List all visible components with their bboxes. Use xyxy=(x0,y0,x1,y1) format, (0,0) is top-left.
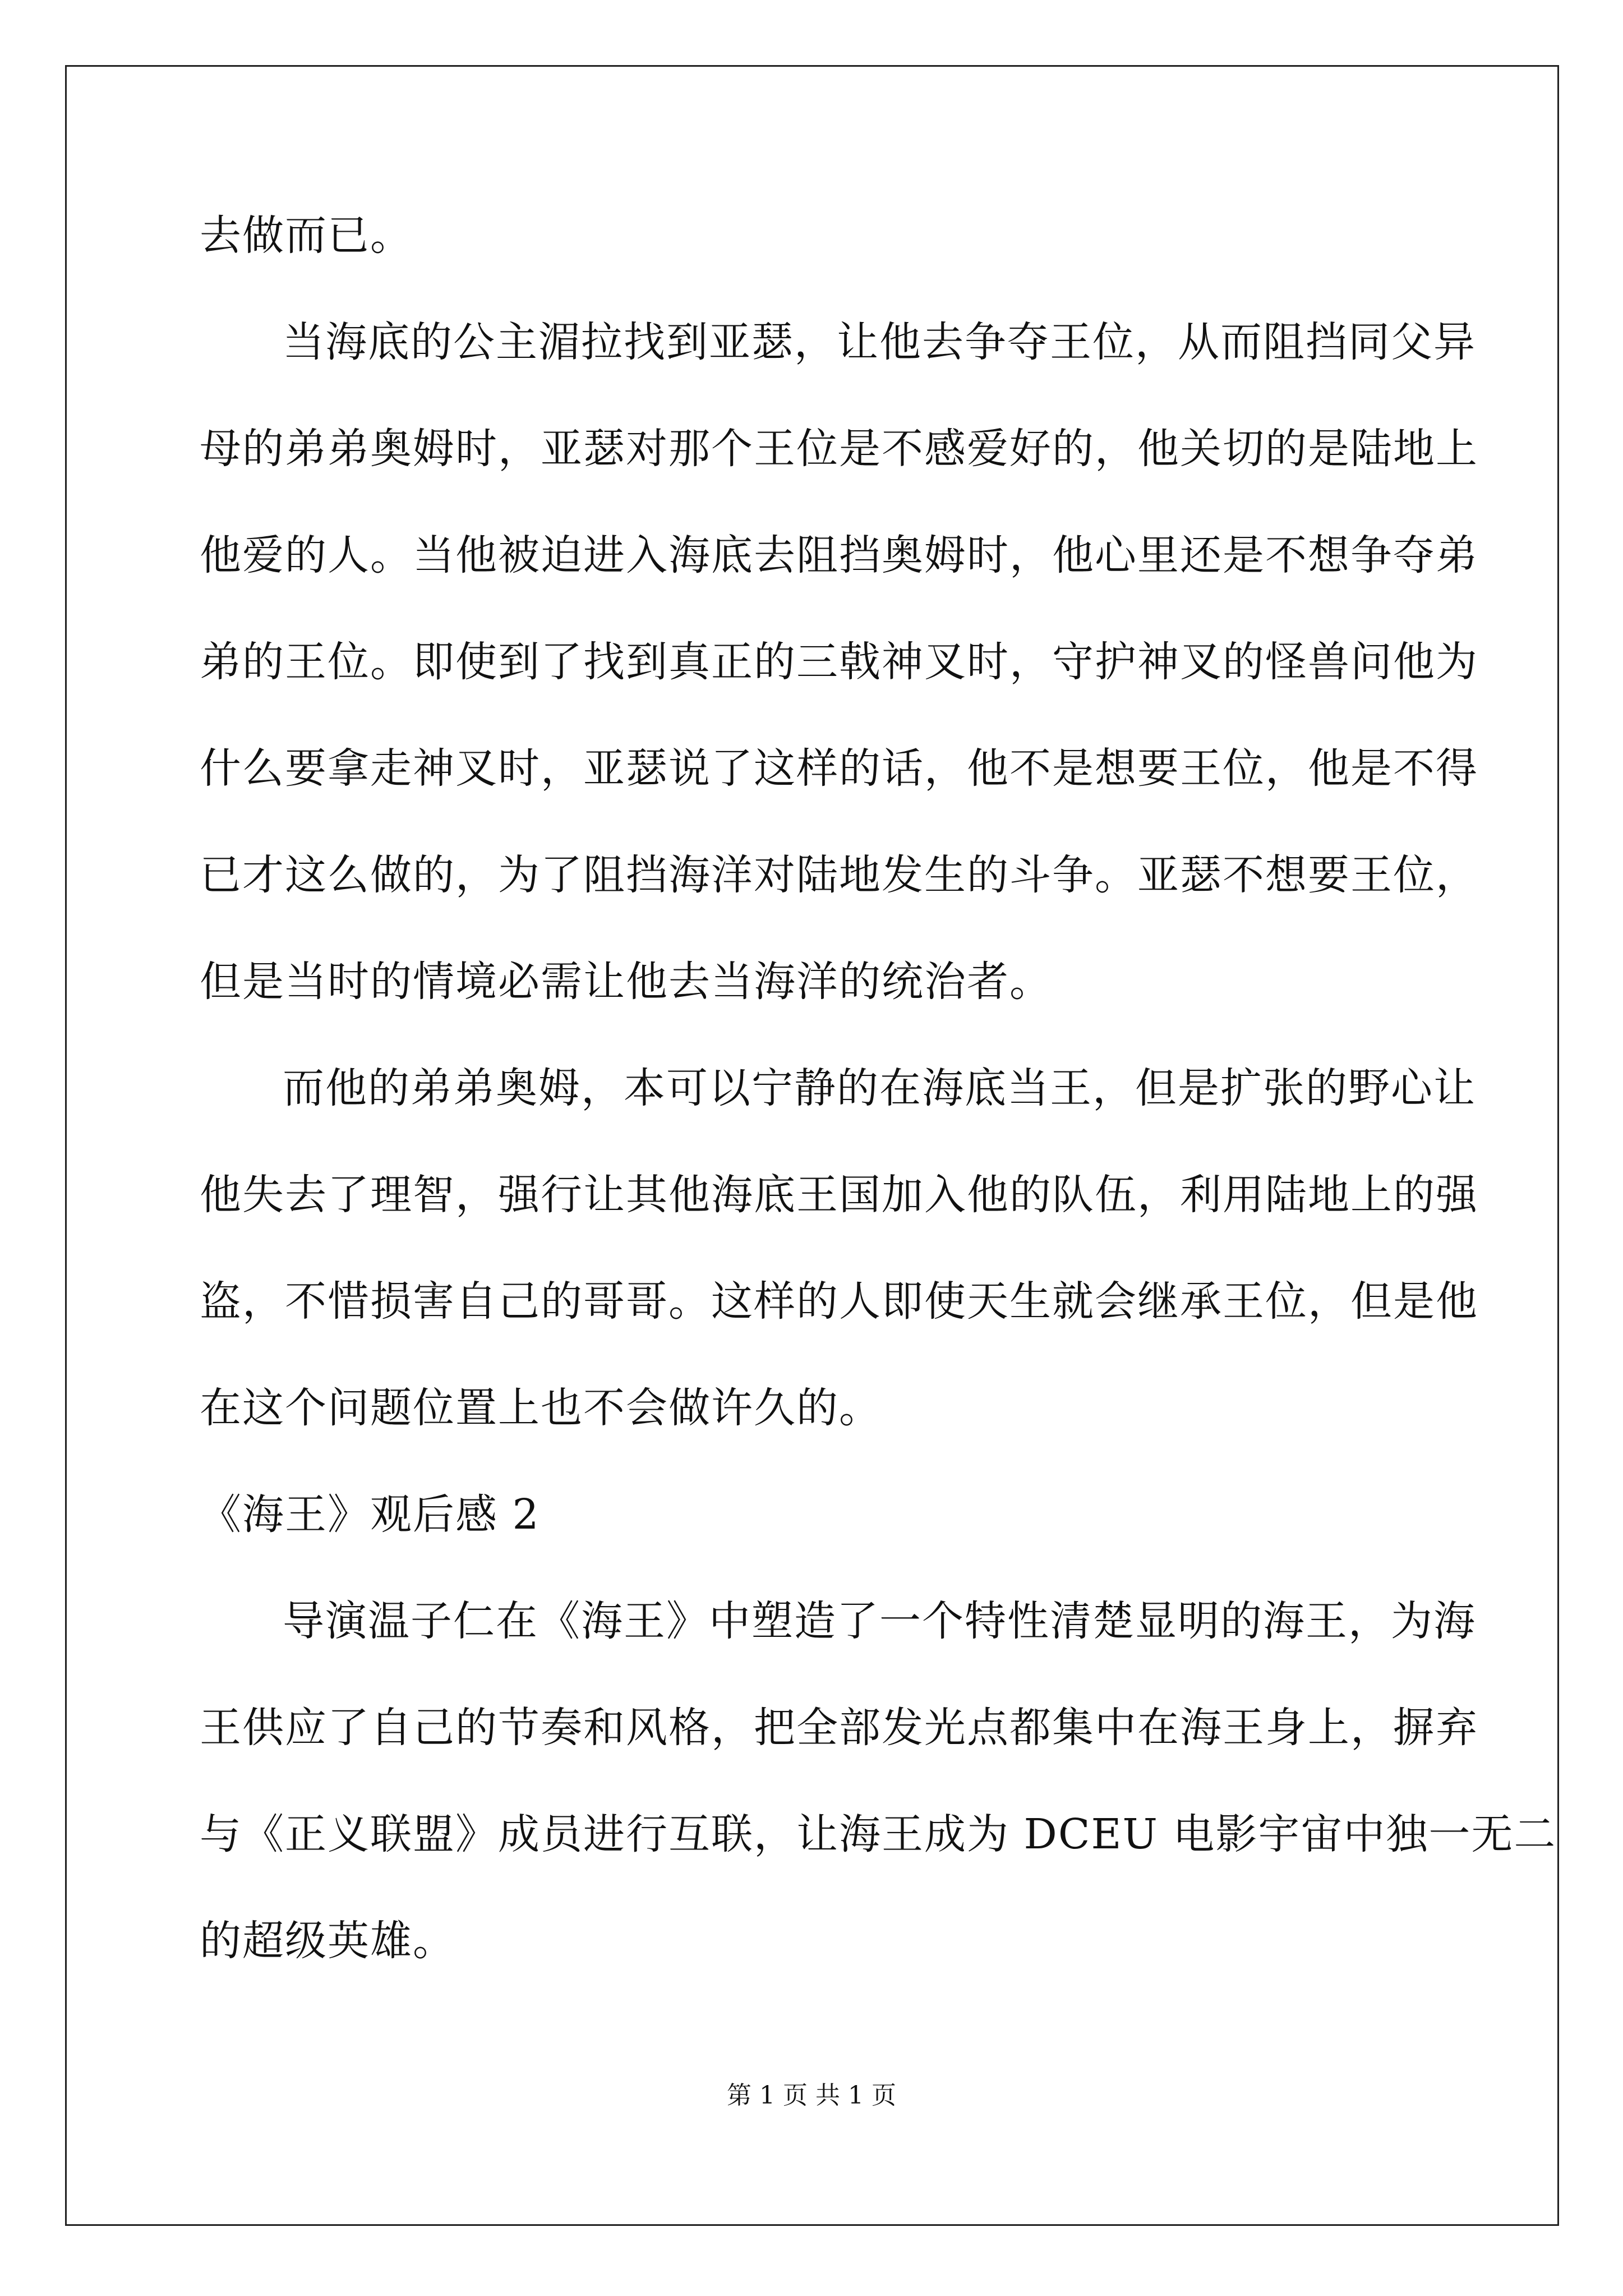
document-body xyxy=(200,208,1557,2019)
text-line: 盗，不惜损害自己的哥哥。这样的人即使天生就会继承王位，但是他 xyxy=(200,1277,1478,1326)
text-line: 但是当时的情境必需让他去当海洋的统治者。 xyxy=(200,958,1052,1006)
text-line: 已才这么做的，为了阻挡海洋对陆地发生的斗争。亚瑟不想要王位， xyxy=(200,851,1478,899)
paragraph-start-line: 导演温子仁在《海王》中塑造了一个特性清楚显明的海王，为海 xyxy=(283,1597,1476,1645)
section-heading: 《海王》观后感 2 xyxy=(200,1490,540,1539)
text-line: 什么要拿走神叉时，亚瑟说了这样的话，他不是想要王位，他是不得 xyxy=(200,744,1478,793)
page-number-footer: 第 1 页 共 1 页 xyxy=(727,2081,896,2110)
text-line: 弟的王位。即使到了找到真正的三戟神叉时，守护神叉的怪兽问他为 xyxy=(200,638,1478,686)
text-line: 的超级英雄。 xyxy=(200,1917,455,1965)
text-line: 他失去了理智，强行让其他海底王国加入他的队伍，利用陆地上的强 xyxy=(200,1171,1478,1219)
text-line: 他爱的人。当他被迫进入海底去阻挡奥姆时，他心里还是不想争夺弟 xyxy=(200,531,1478,579)
paragraph-start-line: 当海底的公主湄拉找到亚瑟，让他去争夺王位，从而阻挡同父异 xyxy=(283,318,1476,366)
text-line: 母的弟弟奥姆时，亚瑟对那个王位是不感爱好的，他关切的是陆地上 xyxy=(200,425,1478,473)
text-line: 去做而已。 xyxy=(200,211,413,260)
text-line: 王供应了自己的节奏和风格，把全部发光点都集中在海王身上，摒弃 xyxy=(200,1704,1478,1752)
text-line: 在这个问题位置上也不会做许久的。 xyxy=(200,1384,882,1432)
paragraph-start-line: 而他的弟弟奥姆，本可以宁静的在海底当王，但是扩张的野心让 xyxy=(283,1064,1476,1112)
text-line: 与《正义联盟》成员进行互联，让海王成为 DCEU 电影宇宙中独一无二 xyxy=(200,1810,1557,1858)
